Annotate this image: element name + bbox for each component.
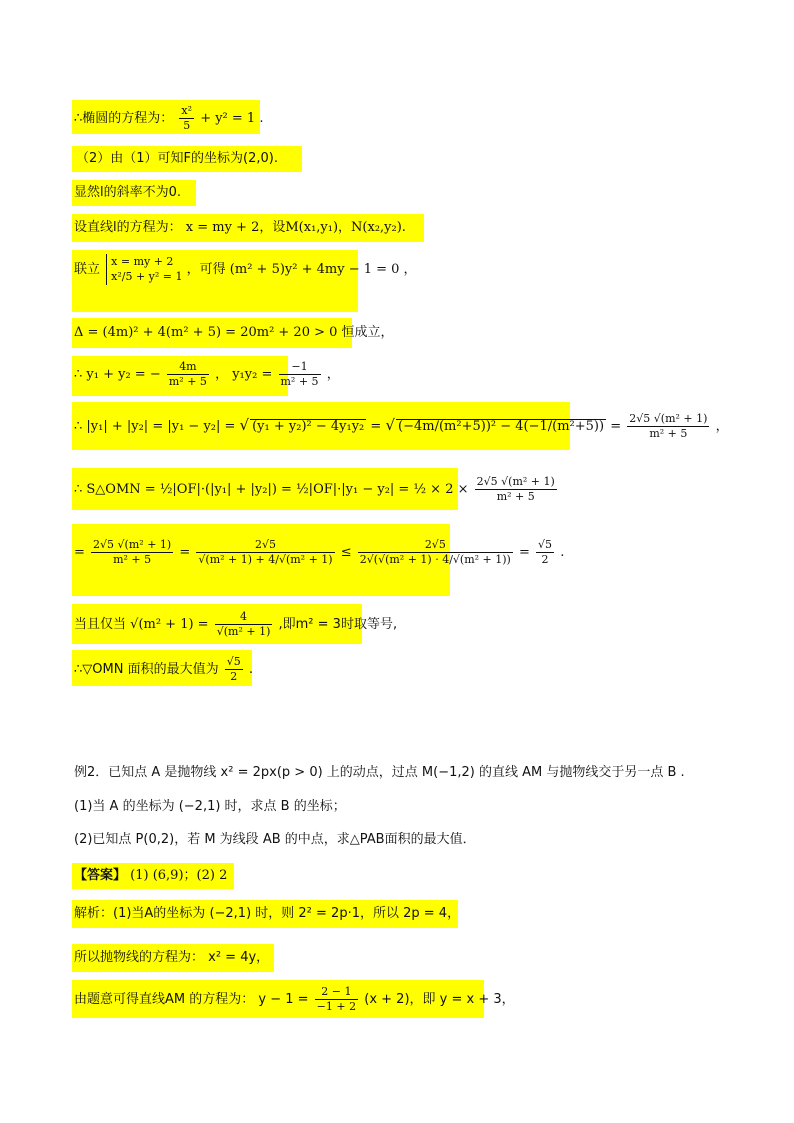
answer-line [74,869,227,882]
abs-difference-line: ∴ |y₁| + |y₂| = |y₁ − y₂| = √ (y₁ + y₂)² − 4y₁y₂ = √ (−4m/(m²+5))² − 4(−1/(m²+5)) = $\frac{\text{2√5 √(m² + 1)}}{\text{m² + 5}}$ ， [74,412,729,440]
example2-question-1: (1)当 A 的坐标为 (−2,1) 时，求点 B 的坐标； [74,799,346,814]
focus-coordinate-line: （2）由（1）可知F的坐标为(2,0). [76,151,278,166]
area-fraction [475,475,557,504]
line-setup [74,221,406,234]
equality-tail: ,即m² = 3时取等号, [278,616,398,632]
ineq-num-3: 2√5 [358,538,513,553]
setup-prefix: 设直线l的方程为： [74,220,182,235]
abs-result-den: m² + 5 [649,426,688,440]
analysis-line: 解析：(1)当A的坐标为 (−2,1) 时，则 2² = 2p·1，所以 2p = 4， [74,906,461,921]
abs-sqrt: (y₁ + y₂)² − 4y₁y₂ [252,418,365,434]
line-am-prefix: 由题意可得直线AM 的方程为： y − 1 = [74,991,309,1007]
line-am-den: −1 + 2 [316,999,357,1013]
example2-stem: 例2．已知点 A 是抛物线 x² = 2px(p > 0) 上的动点，过点 M(−1,2) 的直线 AM 与抛物线交于另一点 B . [74,765,685,780]
ineq-den-1: m² + 5 [113,552,152,566]
example2-question-2: (2)已知点 P(0,2)，若 M 为线段 AB 的中点，求△PAB面积的最大值． [74,832,476,847]
discriminant-line: Δ = (4m)² + 4(m² + 5) = 20m² + 20 > 0 恒成立， [74,325,394,340]
equality-fraction [215,610,273,639]
ineq-fraction-3 [358,538,513,567]
vieta-den-2: m² + 5 [280,374,319,388]
max-num: √5 [226,655,241,668]
ineq-fraction-1 [91,538,173,567]
system-line [74,254,417,285]
equality-num: 4 [215,610,273,625]
vieta-prefix: ∴ y₁ + y₂ = − [74,366,161,382]
inequality-line: = $\frac{\text{2√5 √(m² + 1)}}{\text{m² + 5}}$ = $\frac{2√5}{\text{√(m² + 1) + 4/√(m² + 1)}}$ ≤ $\frac{2√5}{\text{2√(√(m² + 1) · 4/√(m² + 1))}}$ = $\frac{√5}{2}$ . [74,538,565,566]
system-label: 联立 [74,261,101,277]
parabola-line: 所以抛物线的方程为： x² = 4y， [74,950,270,965]
vieta-line: ∴ y₁ + y₂ = − $\frac{4m}{\text{m² + 5}}$ ， y₁y₂ = $\frac{-1}{\text{m² + 5}}$ ， [74,360,340,388]
vieta-mid: ， y₁y₂ = [215,366,273,382]
ineq-num-1: 2√5 √(m² + 1) [93,538,172,551]
area-body: ½|OF|·(|y₁| + |y₂|) = ½|OF|·|y₁ − y₂| = ½ × 2 × [159,481,469,497]
equality-den: √(m² + 1) [216,624,271,638]
answer-label: 【答案】 [74,868,127,883]
vieta-den-1: m² + 5 [168,374,207,388]
system-eq-2: x²/5 + y² = 1 [111,270,183,284]
ellipse-denominator: 5 [183,118,191,132]
slope-note-line: 显然l的斜率不为0. [74,185,182,200]
system-eq-1: x = my + 2 [111,255,174,268]
abs-result-fraction [627,412,709,441]
max-area-line: ∴▽OMN 面积的最大值为 $\frac{√5}{2}$ . [74,655,254,683]
ineq-le: ≤ [340,544,352,560]
ellipse-tail: + y² = 1 . [200,110,264,126]
max-prefix: ∴▽OMN 面积的最大值为 [74,661,219,677]
vieta-num-2: −1 [279,360,321,375]
max-fraction [225,655,243,684]
area-den: m² + 5 [496,489,535,503]
line-am-tail: (x + 2)，即 y = x + 3， [364,991,515,1007]
system-result: ，可得 (m² + 5)y² + 4my − 1 = 0 ， [186,261,417,277]
equality-lhs: √(m² + 1) = [130,616,209,632]
vieta-num-1: 4m [167,360,209,375]
abs-mid: = [370,418,382,434]
area-line [74,475,559,504]
ineq-den-3: 2√(√(m² + 1) · 4/√(m² + 1)) [359,552,511,566]
vieta-fraction-1 [167,360,209,389]
abs-result-num: 2√5 √(m² + 1) [629,412,708,425]
line-am-fraction [315,985,358,1014]
ellipse-equation-line [74,104,263,133]
ineq-num-2: 2√5 [196,538,334,553]
line-am-num: 2 − 1 [315,985,358,1000]
ineq-result-fraction [536,538,554,567]
ineq-den-2: √(m² + 1) + 4/√(m² + 1) [198,552,333,566]
answer-text: (1) (6,9)；(2) 2 [130,868,228,883]
max-den: 2 [230,669,238,683]
setup-equation: x = my + 2，设M(x₁,y₁)，N(x₂,y₂). [185,220,406,235]
equality-prefix: 当且仅当 [74,616,127,632]
ellipse-fraction [179,104,194,133]
equality-line [74,610,397,639]
ineq-fraction-2 [196,538,334,567]
ellipse-numerator: x² [181,104,193,117]
vieta-fraction-2 [279,360,321,389]
ineq-result-den: 2 [541,552,549,566]
equation-system [106,254,182,285]
ineq-result-num: √5 [538,538,553,551]
area-num: 2√5 √(m² + 1) [476,475,555,488]
line-am-equation [74,985,515,1014]
area-prefix: ∴ S△OMN = [74,481,156,497]
ellipse-prefix: ∴椭圆的方程为： [74,110,174,126]
abs-prefix: ∴ |y₁| + |y₂| = |y₁ − y₂| = [74,418,236,434]
abs-inner-sqrt: (−4m/(m²+5))² − 4(−1/(m²+5)) [398,418,605,434]
